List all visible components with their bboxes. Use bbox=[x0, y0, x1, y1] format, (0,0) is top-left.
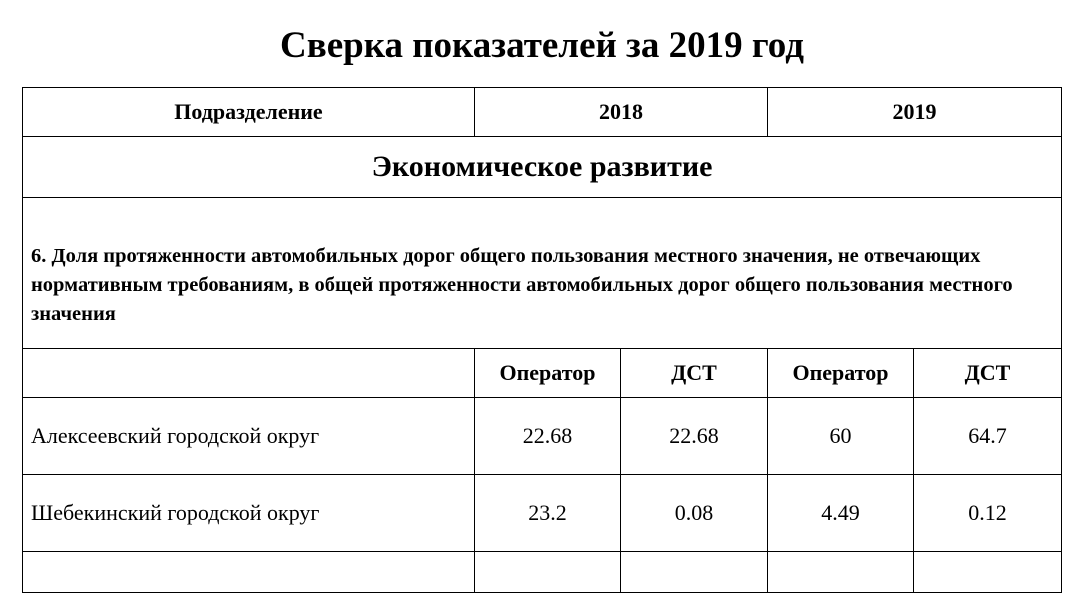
empty-cell bbox=[621, 552, 768, 593]
table-row bbox=[23, 398, 1062, 475]
indicator-title: 6. Доля протяженности автомобильных дорог общего пользования местного значения, не отвечающих нормативным требованиям, в общей протяженности автомобильных дорог общего пользования местного значения bbox=[31, 244, 1013, 325]
table-row bbox=[23, 475, 1062, 552]
indicator-cell bbox=[23, 198, 1062, 349]
empty-cell bbox=[914, 552, 1062, 593]
report-table bbox=[22, 87, 1062, 593]
empty-cell bbox=[23, 552, 475, 593]
division-name: Шебекинский городской округ bbox=[23, 475, 475, 552]
year-2019-header: 2019 bbox=[768, 88, 1062, 137]
subheader-operator-2019: Оператор bbox=[768, 349, 914, 398]
subheader-dst-2018: ДСТ bbox=[621, 349, 768, 398]
empty-cell bbox=[768, 552, 914, 593]
dst-2018-value: 0.08 bbox=[621, 475, 768, 552]
year-2018-header: 2018 bbox=[475, 88, 768, 137]
operator-2019-value: 60 bbox=[768, 398, 914, 475]
operator-2018-value: 23.2 bbox=[475, 475, 621, 552]
indicator-row bbox=[23, 198, 1062, 349]
subheader-dst-2019: ДСТ bbox=[914, 349, 1062, 398]
section-title: Экономическое развитие bbox=[23, 137, 1062, 198]
subheader-operator-2018: Оператор bbox=[475, 349, 621, 398]
dst-2019-value: 64.7 bbox=[914, 398, 1062, 475]
division-name: Алексеевский городской округ bbox=[23, 398, 475, 475]
header-row bbox=[23, 88, 1062, 137]
division-header: Подразделение bbox=[23, 88, 475, 137]
dst-2018-value: 22.68 bbox=[621, 398, 768, 475]
dst-2019-value: 0.12 bbox=[914, 475, 1062, 552]
empty-cell bbox=[475, 552, 621, 593]
operator-2019-value: 4.49 bbox=[768, 475, 914, 552]
subheader-empty bbox=[23, 349, 475, 398]
section-row bbox=[23, 137, 1062, 198]
table-row-partial bbox=[23, 552, 1062, 593]
operator-2018-value: 22.68 bbox=[475, 398, 621, 475]
subheader-row bbox=[23, 349, 1062, 398]
page-title: Сверка показателей за 2019 год bbox=[280, 25, 804, 66]
